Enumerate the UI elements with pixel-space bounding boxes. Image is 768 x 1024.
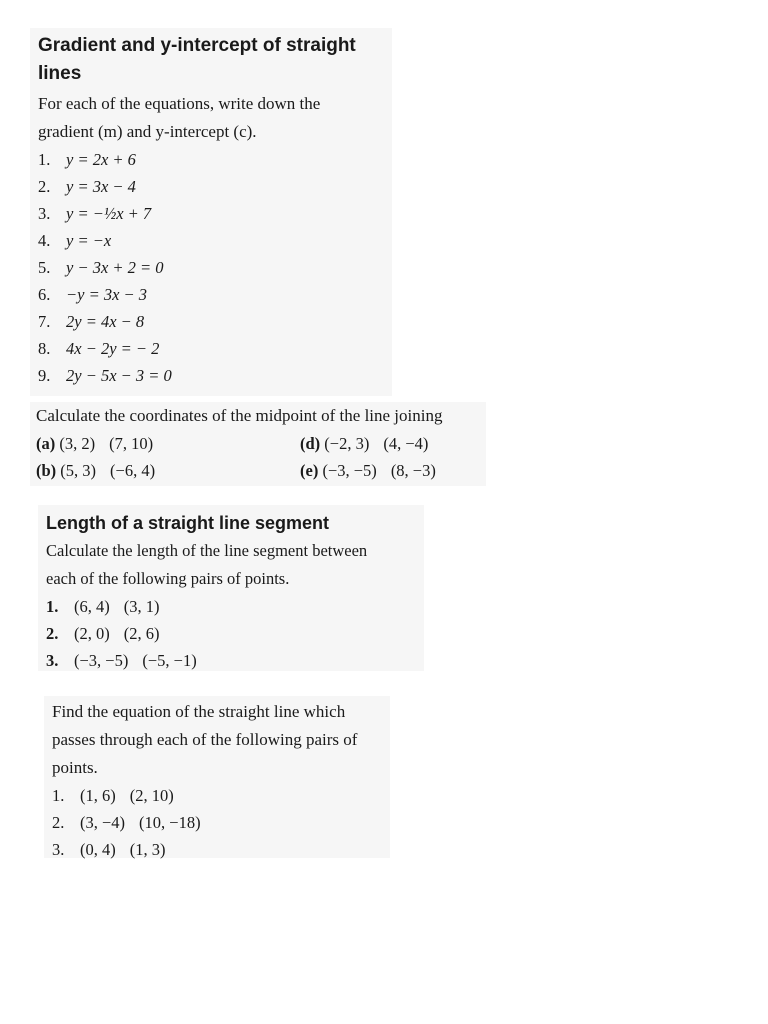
point-2: (7, 10) bbox=[109, 434, 154, 453]
length-section-title: Length of a straight line segment bbox=[46, 513, 330, 533]
point-2: (−5, −1) bbox=[142, 651, 197, 670]
list-item bbox=[38, 146, 392, 173]
item-number: 1. bbox=[52, 786, 65, 805]
point-2: (10, −18) bbox=[139, 813, 201, 832]
equation: 2y − 5x − 3 = 0 bbox=[66, 366, 172, 385]
point-1: (1, 6) bbox=[80, 786, 116, 805]
item-number: 7. bbox=[38, 312, 51, 331]
equation-intro-line-3: points. bbox=[52, 758, 98, 777]
list-item bbox=[46, 593, 424, 620]
midpoint-item-e bbox=[300, 457, 436, 484]
equation-intro-line-2: passes through each of the following pairs of bbox=[52, 730, 358, 749]
item-label: (e) bbox=[300, 461, 319, 480]
list-item bbox=[38, 362, 392, 389]
item-number: 3. bbox=[38, 204, 51, 223]
equation-intro bbox=[44, 696, 390, 782]
item-label: (a) bbox=[36, 434, 56, 453]
list-item bbox=[38, 254, 392, 281]
item-number: 1. bbox=[46, 597, 59, 616]
point-1: (−2, 3) bbox=[324, 434, 370, 453]
item-number: 3. bbox=[46, 651, 59, 670]
list-item bbox=[38, 173, 392, 200]
gradient-equation-list bbox=[30, 146, 392, 389]
item-number: 3. bbox=[52, 840, 65, 859]
gradient-section bbox=[30, 28, 392, 396]
equation: y = 2x + 6 bbox=[66, 150, 136, 169]
item-number: 2. bbox=[38, 177, 51, 196]
item-number: 8. bbox=[38, 339, 51, 358]
equation-section bbox=[44, 696, 390, 858]
list-item bbox=[38, 308, 392, 335]
point-1: (0, 4) bbox=[80, 840, 116, 859]
point-1: (6, 4) bbox=[74, 597, 110, 616]
equation: −y = 3x − 3 bbox=[66, 285, 148, 304]
length-point-list bbox=[38, 593, 424, 674]
list-item bbox=[38, 200, 392, 227]
equation: y = −x bbox=[66, 231, 112, 250]
midpoint-item-a bbox=[36, 430, 153, 457]
equation: y − 3x + 2 = 0 bbox=[66, 258, 164, 277]
list-item bbox=[38, 227, 392, 254]
midpoint-section bbox=[30, 402, 486, 486]
point-2: (4, −4) bbox=[383, 434, 429, 453]
item-number: 6. bbox=[38, 285, 51, 304]
point-1: (−3, −5) bbox=[322, 461, 377, 480]
list-item bbox=[46, 620, 424, 647]
equation: y = 3x − 4 bbox=[66, 177, 136, 196]
midpoint-row-1 bbox=[30, 430, 486, 457]
point-2: (3, 1) bbox=[123, 597, 160, 616]
point-1: (−3, −5) bbox=[74, 651, 129, 670]
list-item bbox=[52, 836, 390, 863]
length-section bbox=[38, 505, 424, 671]
list-item bbox=[38, 281, 392, 308]
point-2: (2, 6) bbox=[123, 624, 160, 643]
point-1: (3, −4) bbox=[80, 813, 126, 832]
equation-intro-line-1: Find the equation of the straight line which bbox=[52, 702, 346, 721]
length-intro-line-2: each of the following pairs of points. bbox=[46, 569, 290, 588]
point-1: (3, 2) bbox=[59, 434, 96, 453]
gradient-intro-line-2: gradient (m) and y-intercept (c). bbox=[38, 122, 257, 141]
equation: 4x − 2y = − 2 bbox=[66, 339, 160, 358]
list-item bbox=[52, 809, 390, 836]
item-number: 9. bbox=[38, 366, 51, 385]
item-number: 1. bbox=[38, 150, 51, 169]
gradient-intro-line-1: For each of the equations, write down the bbox=[38, 94, 321, 113]
point-1: (5, 3) bbox=[60, 461, 97, 480]
gradient-section-title: Gradient and y-intercept of straight lines bbox=[38, 35, 356, 84]
point-2: (1, 3) bbox=[129, 840, 166, 859]
item-number: 4. bbox=[38, 231, 51, 250]
item-number: 2. bbox=[52, 813, 65, 832]
midpoint-item-b bbox=[36, 457, 155, 484]
item-label: (d) bbox=[300, 434, 321, 453]
point-2: (8, −3) bbox=[390, 461, 436, 480]
list-item bbox=[38, 335, 392, 362]
midpoint-intro: Calculate the coordinates of the midpoint of the line joining bbox=[36, 406, 443, 425]
length-intro-line-1: Calculate the length of the line segment between bbox=[46, 541, 368, 560]
point-1: (2, 0) bbox=[74, 624, 110, 643]
midpoint-item-d bbox=[300, 430, 428, 457]
gradient-intro bbox=[30, 88, 392, 146]
midpoint-row-2 bbox=[30, 457, 486, 484]
list-item bbox=[46, 647, 424, 674]
list-item bbox=[52, 782, 390, 809]
point-2: (2, 10) bbox=[129, 786, 174, 805]
length-intro bbox=[38, 537, 424, 593]
point-2: (−6, 4) bbox=[110, 461, 156, 480]
item-number: 5. bbox=[38, 258, 51, 277]
item-number: 2. bbox=[46, 624, 59, 643]
equation: y = −½x + 7 bbox=[66, 204, 152, 223]
item-label: (b) bbox=[36, 461, 57, 480]
equation: 2y = 4x − 8 bbox=[66, 312, 145, 331]
equation-point-list bbox=[44, 782, 390, 863]
